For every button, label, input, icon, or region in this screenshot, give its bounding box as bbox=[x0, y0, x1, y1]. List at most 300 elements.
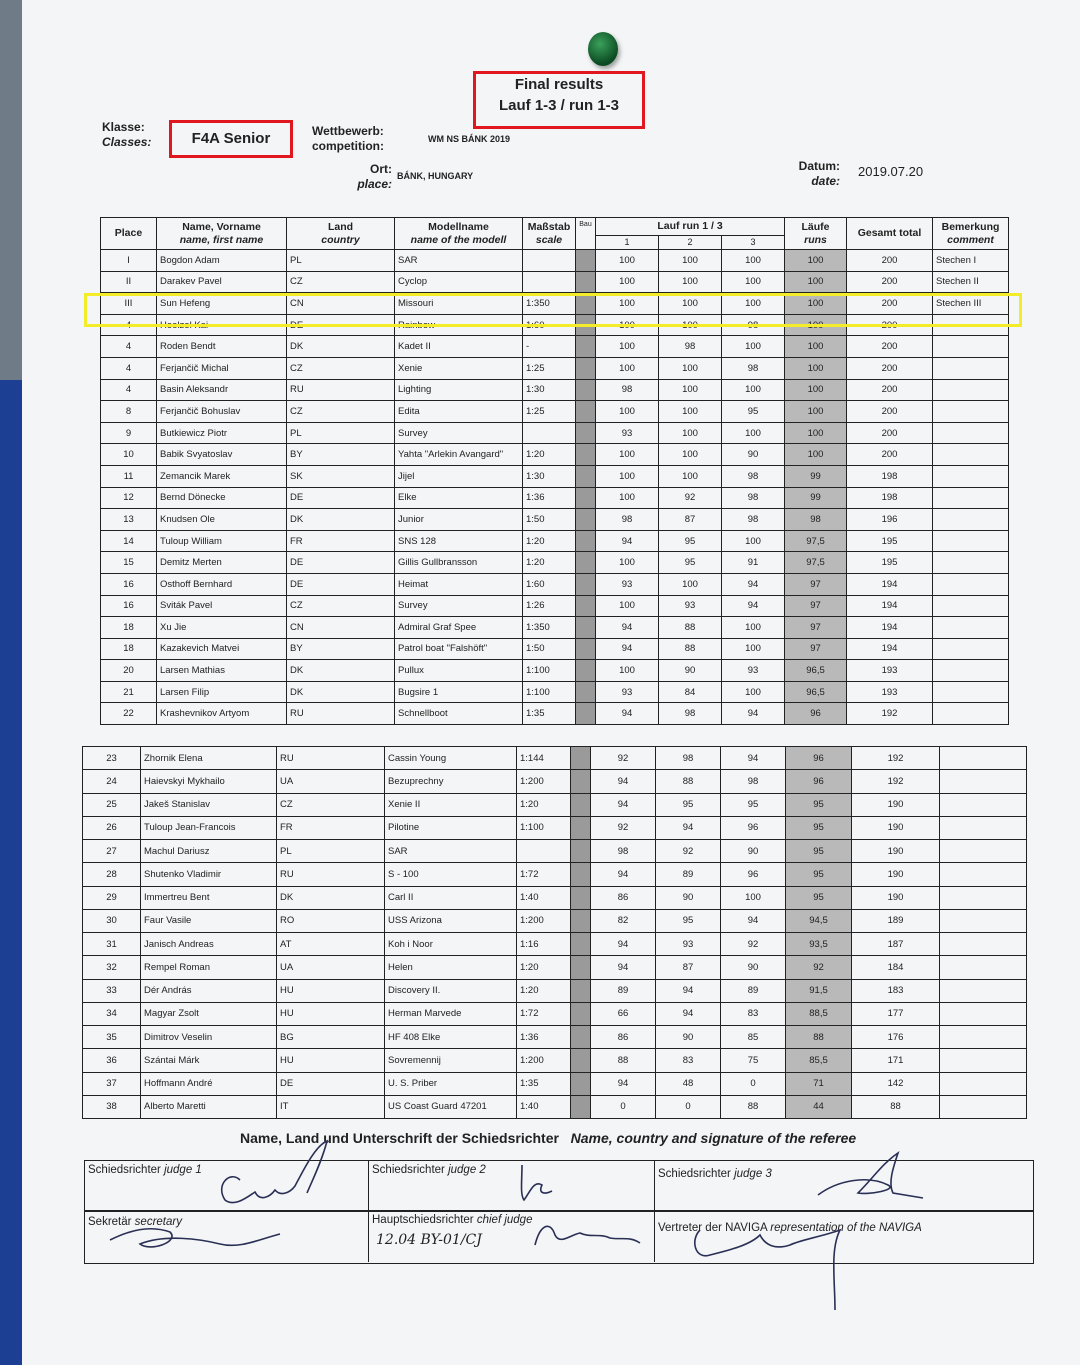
cell-country: UA bbox=[277, 770, 385, 793]
cell-r2: 89 bbox=[656, 863, 721, 886]
cell-scale: 1:36 bbox=[517, 1026, 571, 1049]
cell-name: Demitz Merten bbox=[157, 552, 287, 574]
cell-name: Alberto Maretti bbox=[141, 1095, 277, 1118]
cell-place: 35 bbox=[83, 1026, 141, 1049]
cell-country: HU bbox=[277, 979, 385, 1002]
cell-runs: 100 bbox=[785, 379, 847, 401]
cell-name: Kazakevich Matvei bbox=[157, 638, 287, 660]
cell-runs: 97,5 bbox=[785, 552, 847, 574]
cell-name: Bogdon Adam bbox=[157, 250, 287, 272]
cell-total: 195 bbox=[847, 530, 933, 552]
cell-scale: 1:40 bbox=[517, 886, 571, 909]
cell-r1: 98 bbox=[596, 509, 659, 531]
cell-r2: 95 bbox=[656, 793, 721, 816]
cell-r3: 100 bbox=[722, 422, 785, 444]
col-name-de: Name, Vorname bbox=[182, 220, 261, 233]
cell-name: Jakeš Stanislav bbox=[141, 793, 277, 816]
cell-model: Pullux bbox=[395, 660, 523, 682]
cell-total: 194 bbox=[847, 573, 933, 595]
cell-country: HU bbox=[277, 1049, 385, 1072]
cell-model: Sovremennij bbox=[385, 1049, 517, 1072]
cell-country: IT bbox=[277, 1095, 385, 1118]
cell-r2: 98 bbox=[659, 703, 722, 725]
cell-name: Zemancik Marek bbox=[157, 465, 287, 487]
chief-judge-label-de: Hauptschiedsrichter bbox=[372, 1214, 474, 1226]
cell-r3: 91 bbox=[722, 552, 785, 574]
cell-name: Magyar Zsolt bbox=[141, 1002, 277, 1025]
col-name-en: name, first name bbox=[179, 233, 264, 246]
cell-r1: 88 bbox=[591, 1049, 656, 1072]
cell-r2: 90 bbox=[659, 660, 722, 682]
cell-place: 16 bbox=[101, 573, 157, 595]
cell-place: 10 bbox=[101, 444, 157, 466]
cell-country: DK bbox=[287, 509, 395, 531]
cell-scale: 1:72 bbox=[517, 1002, 571, 1025]
cell-r1: 100 bbox=[596, 314, 659, 336]
cell-runs: 98 bbox=[785, 509, 847, 531]
cell-runs: 92 bbox=[786, 956, 852, 979]
cell-place: 4 bbox=[101, 357, 157, 379]
cell-runs: 100 bbox=[785, 444, 847, 466]
cell-r2: 100 bbox=[659, 379, 722, 401]
cell-r3: 100 bbox=[721, 886, 786, 909]
cell-r1: 100 bbox=[596, 660, 659, 682]
cell-scale: 1:50 bbox=[523, 509, 576, 531]
cell-name: Faur Vasile bbox=[141, 909, 277, 932]
cell-r1: 93 bbox=[596, 422, 659, 444]
cell-total: 190 bbox=[852, 793, 940, 816]
cell-total: 192 bbox=[852, 747, 940, 770]
cell-model: SAR bbox=[395, 250, 523, 272]
cell-runs: 96,5 bbox=[785, 681, 847, 703]
cell-runs: 44 bbox=[786, 1095, 852, 1118]
cell-scale: 1:26 bbox=[523, 595, 576, 617]
cell-total: 187 bbox=[852, 933, 940, 956]
cell-model: USS Arizona bbox=[385, 909, 517, 932]
col-runs-header: Lauf run 1 / 3 bbox=[596, 218, 785, 236]
cell-r3: 0 bbox=[721, 1072, 786, 1095]
cell-model: Yahta "Arlekin Avangard" bbox=[395, 444, 523, 466]
cell-total: 198 bbox=[847, 465, 933, 487]
cell-scale: - bbox=[523, 336, 576, 358]
cell-r3: 100 bbox=[722, 530, 785, 552]
cell-r2: 94 bbox=[656, 979, 721, 1002]
cell-r2: 100 bbox=[659, 250, 722, 272]
cell-r2: 100 bbox=[659, 314, 722, 336]
cell-r3: 94 bbox=[722, 703, 785, 725]
cell-r2: 0 bbox=[656, 1095, 721, 1118]
cell-total: 88 bbox=[852, 1095, 940, 1118]
cell-scale: 1:200 bbox=[517, 770, 571, 793]
cell-r2: 95 bbox=[656, 909, 721, 932]
cell-country: DK bbox=[287, 681, 395, 703]
cell-total: 192 bbox=[847, 703, 933, 725]
cell-place: III bbox=[101, 293, 157, 315]
cell-r2: 87 bbox=[659, 509, 722, 531]
cell-model: Survey bbox=[395, 595, 523, 617]
cell-total: 200 bbox=[847, 357, 933, 379]
cell-r1: 100 bbox=[596, 357, 659, 379]
cell-r2: 92 bbox=[656, 840, 721, 863]
cell-name: Ferjančič Bohuslav bbox=[157, 401, 287, 423]
cell-r1: 86 bbox=[591, 886, 656, 909]
cell-total: 196 bbox=[847, 509, 933, 531]
cell-model: Jijel bbox=[395, 465, 523, 487]
cell-runs: 95 bbox=[786, 886, 852, 909]
cell-model: Cassin Young bbox=[385, 747, 517, 770]
cell-r3: 90 bbox=[721, 840, 786, 863]
cell-place: 15 bbox=[101, 552, 157, 574]
cell-runs: 96 bbox=[786, 770, 852, 793]
cell-r3: 85 bbox=[721, 1026, 786, 1049]
cell-runs: 95 bbox=[786, 793, 852, 816]
cell-place: 34 bbox=[83, 1002, 141, 1025]
cell-place: 12 bbox=[101, 487, 157, 509]
cell-r1: 94 bbox=[596, 638, 659, 660]
cell-name: Hoffmann André bbox=[141, 1072, 277, 1095]
cell-model: Rainbow bbox=[395, 314, 523, 336]
cell-name: Hoelzel Kai bbox=[157, 314, 287, 336]
cell-country: DK bbox=[277, 886, 385, 909]
cell-r3: 96 bbox=[721, 816, 786, 839]
cell-total: 183 bbox=[852, 979, 940, 1002]
cell-r3: 98 bbox=[722, 357, 785, 379]
cell-total: 142 bbox=[852, 1072, 940, 1095]
cell-scale: 1:25 bbox=[523, 401, 576, 423]
cell-place: 31 bbox=[83, 933, 141, 956]
col-remark-en: comment bbox=[947, 233, 994, 246]
cell-model: S - 100 bbox=[385, 863, 517, 886]
cell-total: 200 bbox=[847, 293, 933, 315]
cell-scale: 1:20 bbox=[517, 793, 571, 816]
col-run1-header: 1 bbox=[596, 236, 659, 250]
cell-name: Babik Svyatoslav bbox=[157, 444, 287, 466]
secretary-label-de: Sekretär bbox=[88, 1216, 132, 1228]
cell-country: SK bbox=[287, 465, 395, 487]
cell-name: Bernd Dönecke bbox=[157, 487, 287, 509]
cell-name: Osthoff Bernhard bbox=[157, 573, 287, 595]
cell-model: Junior bbox=[395, 509, 523, 531]
cell-model: Patrol boat "Falshöft" bbox=[395, 638, 523, 660]
cell-name: Sun Hefeng bbox=[157, 293, 287, 315]
cell-r1: 93 bbox=[596, 573, 659, 595]
cell-model: Heimat bbox=[395, 573, 523, 595]
cell-country: AT bbox=[277, 933, 385, 956]
cell-r1: 89 bbox=[591, 979, 656, 1002]
cell-name: Sviták Pavel bbox=[157, 595, 287, 617]
cell-r1: 100 bbox=[596, 250, 659, 272]
cell-country: BG bbox=[277, 1026, 385, 1049]
cell-runs: 97 bbox=[785, 617, 847, 639]
cell-country: DE bbox=[287, 314, 395, 336]
cell-total: 184 bbox=[852, 956, 940, 979]
cell-name: Darakev Pavel bbox=[157, 271, 287, 293]
cell-r1: 94 bbox=[596, 617, 659, 639]
judge1-label-en: judge 1 bbox=[164, 1164, 202, 1176]
cell-model: Helen bbox=[385, 956, 517, 979]
cell-model: Gillis Gullbransson bbox=[395, 552, 523, 574]
cell-name: Machul Dariusz bbox=[141, 840, 277, 863]
cell-total: 194 bbox=[847, 595, 933, 617]
cell-runs: 96 bbox=[786, 747, 852, 770]
cell-runs: 100 bbox=[785, 314, 847, 336]
cell-country: DE bbox=[277, 1072, 385, 1095]
cell-model: Discovery II. bbox=[385, 979, 517, 1002]
cell-r1: 100 bbox=[596, 401, 659, 423]
cell-r2: 100 bbox=[659, 422, 722, 444]
cell-model: Xenie bbox=[395, 357, 523, 379]
cell-country: UA bbox=[277, 956, 385, 979]
cell-r1: 100 bbox=[596, 552, 659, 574]
cell-model: Pilotine bbox=[385, 816, 517, 839]
cell-total: 190 bbox=[852, 840, 940, 863]
cell-country: DK bbox=[287, 660, 395, 682]
cell-model: Kadet II bbox=[395, 336, 523, 358]
cell-place: 36 bbox=[83, 1049, 141, 1072]
cell-runs: 85,5 bbox=[786, 1049, 852, 1072]
cell-name: Larsen Mathias bbox=[157, 660, 287, 682]
col-remark-de: Bemerkung bbox=[941, 220, 1000, 233]
cell-comment: Stechen II bbox=[933, 271, 1009, 293]
cell-total: 200 bbox=[847, 250, 933, 272]
cell-country: CN bbox=[287, 293, 395, 315]
col-land-en: country bbox=[321, 233, 360, 246]
cell-country: CN bbox=[287, 617, 395, 639]
cell-scale: 1:200 bbox=[517, 1049, 571, 1072]
cell-runs: 95 bbox=[786, 816, 852, 839]
cell-name: Knudsen Ole bbox=[157, 509, 287, 531]
cell-model: Schnellboot bbox=[395, 703, 523, 725]
cell-place: 20 bbox=[101, 660, 157, 682]
cell-r3: 100 bbox=[722, 617, 785, 639]
cell-place: 11 bbox=[101, 465, 157, 487]
title-line1: Final results bbox=[514, 76, 604, 93]
cell-name: Shutenko Vladimir bbox=[141, 863, 277, 886]
cell-model: Missouri bbox=[395, 293, 523, 315]
cell-r1: 94 bbox=[596, 530, 659, 552]
cell-total: 192 bbox=[852, 770, 940, 793]
cell-country: DE bbox=[287, 573, 395, 595]
cell-r1: 100 bbox=[596, 595, 659, 617]
cell-r3: 98 bbox=[721, 770, 786, 793]
col-run2-header: 2 bbox=[659, 236, 722, 250]
secretary-label-en: secretary bbox=[134, 1216, 182, 1228]
cell-r3: 100 bbox=[722, 681, 785, 703]
cell-country: CZ bbox=[287, 595, 395, 617]
cell-r1: 100 bbox=[596, 271, 659, 293]
col-place-header: Place bbox=[101, 218, 157, 250]
cell-r3: 96 bbox=[721, 863, 786, 886]
cell-r3: 83 bbox=[721, 1002, 786, 1025]
cell-runs: 100 bbox=[785, 293, 847, 315]
col-model-en: name of the modell bbox=[410, 233, 507, 246]
judge2-signature bbox=[522, 1165, 553, 1200]
cell-r2: 100 bbox=[659, 573, 722, 595]
secretary-signature bbox=[110, 1229, 280, 1247]
cell-runs: 91,5 bbox=[786, 979, 852, 1002]
cell-r2: 100 bbox=[659, 401, 722, 423]
cell-total: 200 bbox=[847, 336, 933, 358]
cell-runs: 100 bbox=[785, 401, 847, 423]
cell-runs: 99 bbox=[785, 465, 847, 487]
cell-place: 24 bbox=[83, 770, 141, 793]
competition-value: WM NS BÁNK 2019 bbox=[428, 134, 511, 144]
cell-r1: 82 bbox=[591, 909, 656, 932]
cell-total: 190 bbox=[852, 886, 940, 909]
col-total-header: Gesamt total bbox=[847, 218, 933, 250]
cell-r2: 87 bbox=[656, 956, 721, 979]
cell-model: U. S. Priber bbox=[385, 1072, 517, 1095]
cell-place: II bbox=[101, 271, 157, 293]
cell-country: HU bbox=[277, 1002, 385, 1025]
naviga-signature bbox=[695, 1230, 840, 1310]
cell-country: RU bbox=[277, 747, 385, 770]
cell-name: Dér András bbox=[141, 979, 277, 1002]
place-label-en: place: bbox=[357, 177, 392, 191]
cell-place: 37 bbox=[83, 1072, 141, 1095]
chief-judge-label-en: chief judge bbox=[476, 1214, 533, 1226]
judge1-signature bbox=[222, 1141, 327, 1203]
cell-r2: 100 bbox=[659, 357, 722, 379]
cell-r3: 100 bbox=[722, 638, 785, 660]
cell-r3: 90 bbox=[722, 444, 785, 466]
cell-r3: 100 bbox=[722, 271, 785, 293]
cell-place: 27 bbox=[83, 840, 141, 863]
cell-r3: 92 bbox=[721, 933, 786, 956]
cell-r1: 93 bbox=[596, 681, 659, 703]
classes-label-de: Klasse: bbox=[102, 120, 145, 134]
cell-runs: 97 bbox=[785, 595, 847, 617]
cell-r1: 94 bbox=[591, 770, 656, 793]
cell-scale: 1:16 bbox=[517, 933, 571, 956]
cell-place: 38 bbox=[83, 1095, 141, 1118]
cell-model: Elke bbox=[395, 487, 523, 509]
cell-r1: 100 bbox=[596, 444, 659, 466]
cell-r3: 89 bbox=[721, 979, 786, 1002]
cell-r2: 95 bbox=[659, 530, 722, 552]
cell-runs: 100 bbox=[785, 422, 847, 444]
cell-r1: 66 bbox=[591, 1002, 656, 1025]
cell-name: Zhornik Elena bbox=[141, 747, 277, 770]
cell-r2: 90 bbox=[656, 886, 721, 909]
date-value: 2019.07.20 bbox=[858, 164, 924, 179]
cell-r1: 98 bbox=[591, 840, 656, 863]
cell-comment: Stechen I bbox=[933, 250, 1009, 272]
naviga-label-de: Vertreter der NAVIGA bbox=[658, 1222, 768, 1234]
cell-runs: 88 bbox=[786, 1026, 852, 1049]
cell-runs: 95 bbox=[786, 863, 852, 886]
cell-r3: 95 bbox=[722, 401, 785, 423]
cell-country: RU bbox=[287, 703, 395, 725]
cell-runs: 95 bbox=[786, 840, 852, 863]
cell-country: CZ bbox=[287, 357, 395, 379]
cell-scale: 1:36 bbox=[523, 487, 576, 509]
cell-name: Janisch Andreas bbox=[141, 933, 277, 956]
cell-total: 177 bbox=[852, 1002, 940, 1025]
cell-r2: 100 bbox=[659, 293, 722, 315]
cell-place: 4 bbox=[101, 314, 157, 336]
cell-total: 200 bbox=[847, 444, 933, 466]
cell-r2: 100 bbox=[659, 271, 722, 293]
cell-country: RU bbox=[287, 379, 395, 401]
cell-place: 4 bbox=[101, 379, 157, 401]
judge3-label-de: Schiedsrichter bbox=[658, 1168, 731, 1180]
cell-scale: 1:30 bbox=[523, 379, 576, 401]
cell-r2: 48 bbox=[656, 1072, 721, 1095]
cell-model: HF 408 Elke bbox=[385, 1026, 517, 1049]
cell-place: 30 bbox=[83, 909, 141, 932]
cell-name: Butkiewicz Piotr bbox=[157, 422, 287, 444]
cell-r3: 94 bbox=[722, 595, 785, 617]
cell-scale: 1:200 bbox=[517, 909, 571, 932]
cell-r3: 94 bbox=[721, 747, 786, 770]
cell-country: RO bbox=[277, 909, 385, 932]
cell-r3: 94 bbox=[721, 909, 786, 932]
col-model-de: Modellname bbox=[428, 220, 489, 233]
cell-model: Koh i Noor bbox=[385, 933, 517, 956]
cell-country: BY bbox=[287, 638, 395, 660]
cell-place: 25 bbox=[83, 793, 141, 816]
cell-r1: 92 bbox=[591, 747, 656, 770]
cell-scale: 1:40 bbox=[517, 1095, 571, 1118]
cell-total: 176 bbox=[852, 1026, 940, 1049]
cell-runs: 94,5 bbox=[786, 909, 852, 932]
cell-r3: 88 bbox=[721, 1095, 786, 1118]
cell-place: 9 bbox=[101, 422, 157, 444]
cell-place: 13 bbox=[101, 509, 157, 531]
cell-r2: 88 bbox=[656, 770, 721, 793]
cell-runs: 71 bbox=[786, 1072, 852, 1095]
cell-scale: 1:25 bbox=[523, 357, 576, 379]
cell-r2: 83 bbox=[656, 1049, 721, 1072]
cell-total: 189 bbox=[852, 909, 940, 932]
chief-judge-handwritten-code: 12.04 BY-01/CJ bbox=[376, 1232, 482, 1248]
cell-name: Roden Bendt bbox=[157, 336, 287, 358]
cell-place: 32 bbox=[83, 956, 141, 979]
cell-scale: 1:35 bbox=[523, 703, 576, 725]
cell-total: 195 bbox=[847, 552, 933, 574]
referee-heading-en: Name, country and signature of the referee bbox=[570, 1130, 857, 1146]
cell-place: 4 bbox=[101, 336, 157, 358]
cell-country: DE bbox=[287, 552, 395, 574]
cell-total: 193 bbox=[847, 681, 933, 703]
cell-r1: 94 bbox=[591, 956, 656, 979]
cell-name: Basin Aleksandr bbox=[157, 379, 287, 401]
cell-scale: 1:72 bbox=[517, 863, 571, 886]
cell-country: PL bbox=[277, 840, 385, 863]
cell-r2: 84 bbox=[659, 681, 722, 703]
cell-runs: 93,5 bbox=[786, 933, 852, 956]
cell-model: Bezuprechny bbox=[385, 770, 517, 793]
cell-scale: 1:20 bbox=[523, 552, 576, 574]
cell-total: 200 bbox=[847, 314, 933, 336]
cell-total: 194 bbox=[847, 638, 933, 660]
cell-runs: 100 bbox=[785, 336, 847, 358]
cell-place: 18 bbox=[101, 638, 157, 660]
cell-place: 23 bbox=[83, 747, 141, 770]
referee-heading-de: Name, Land und Unterschrift der Schiedsrichter bbox=[240, 1130, 559, 1146]
cell-name: Haievskyi Mykhailo bbox=[141, 770, 277, 793]
cell-total: 200 bbox=[847, 379, 933, 401]
cell-country: RU bbox=[277, 863, 385, 886]
judge3-label-en: judge 3 bbox=[734, 1168, 772, 1180]
cell-r3: 98 bbox=[722, 314, 785, 336]
col-run3-header: 3 bbox=[722, 236, 785, 250]
cell-scale: 1:30 bbox=[523, 465, 576, 487]
cell-place: 28 bbox=[83, 863, 141, 886]
cell-country: DK bbox=[287, 336, 395, 358]
cell-r1: 86 bbox=[591, 1026, 656, 1049]
